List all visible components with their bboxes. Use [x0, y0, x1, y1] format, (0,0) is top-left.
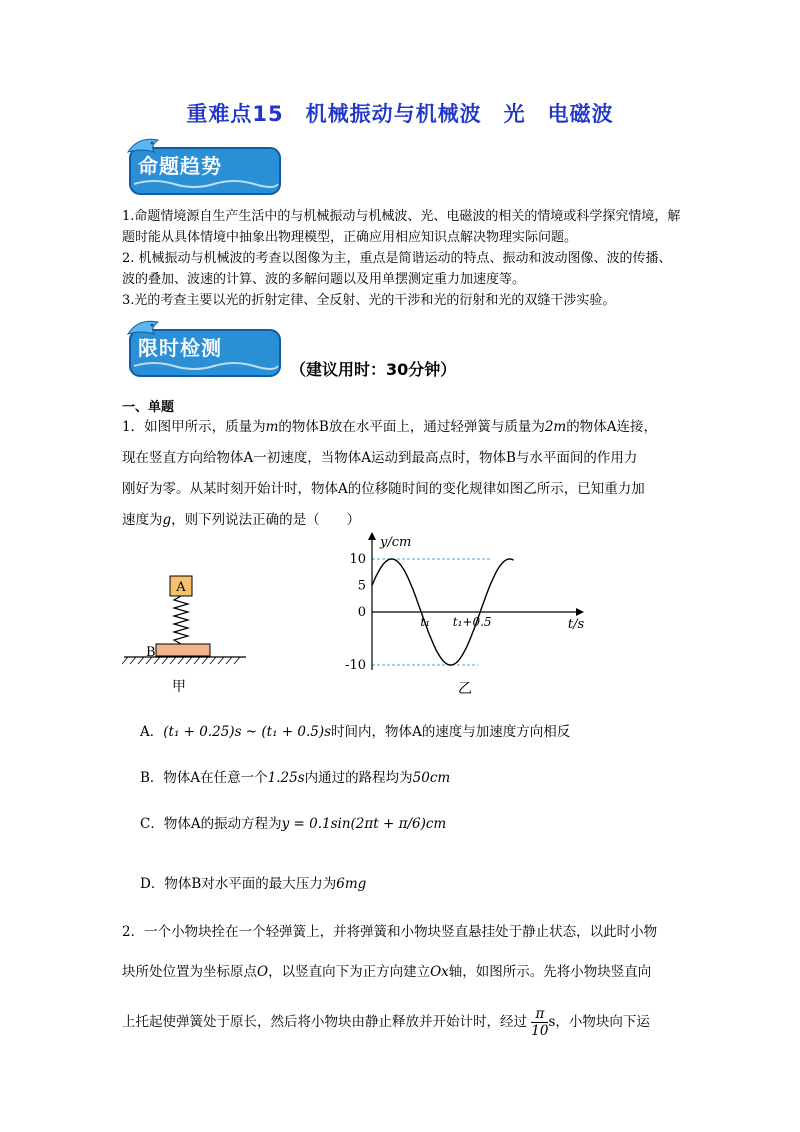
banner-test [124, 316, 284, 382]
trend-item: 2. 机械振动与机械波的考查以图像为主，重点是简谐运动的特点、振动和波动图像、波的传播、波的叠加、波速的计算、波的多解问题以及用单摆测定重力加速度等。 [122, 251, 672, 287]
x-axis-label: t/s [567, 617, 585, 632]
ytick-label: 5 [357, 578, 366, 594]
trend-text [122, 206, 682, 311]
question-1: 1．如图甲所示，质量为m的物体B放在水平面上，通过轻弹簧与质量为2m的物体A连接， 现在竖直方向给物体A一初速度，当物体A运动到最高点时，物体B与水平面间的作用力 刚好为零。从某时刻开始计时，物体A的位移随时间的变化规律如图乙所示，已知重力加 速度为g，则下列说法正确的是（ ） [122, 419, 657, 528]
figure-displacement-chart [340, 530, 590, 678]
trend-item: 1.命题情境源自生产生活中的与机械振动与机械波、光、电磁波的相关的情境或科学探究情境，解题时能从具体情境中抽象出物理模型，正确应用相应知识点解决物理实际问题。 [122, 209, 681, 245]
ground-hatch [122, 657, 240, 664]
spring [174, 596, 188, 644]
option-b: B．物体A在任意一个1.25s内通过的路程均为50cm [140, 770, 451, 786]
option-a: A．(t₁ + 0.25)s ~ (t₁ + 0.5)s时间内，物体A的速度与加速度方向相反 [140, 724, 571, 740]
xtick-label: t₁+0.5 [452, 615, 492, 629]
time-hint: （建议用时：30分钟） [290, 360, 457, 379]
figure-b-caption: 乙 [458, 681, 472, 697]
ytick-label: 10 [349, 552, 366, 567]
block-b-label: B [146, 645, 156, 660]
question-2-line3: 上托起使弹簧处于原长，然后将小物块由静止释放并开始计时，经过 $\frac{\pi}{10}$ s，小物块向下运 [122, 1006, 650, 1039]
fraction: $\frac{\pi}{10}$ [531, 1006, 549, 1039]
option-c: C．物体A的振动方程为y = 0.1sin(2πt + π/6)cm [140, 816, 447, 832]
ytick-label: -10 [345, 658, 366, 673]
ytick-label: 0 [357, 605, 366, 620]
section-heading: 一、单题 [122, 400, 175, 415]
banner-test-label: 限时检测 [138, 336, 222, 360]
banner-trend [124, 134, 284, 200]
y-axis-arrow [368, 532, 376, 540]
x-axis-arrow [576, 608, 584, 616]
y-axis-label: y/cm [380, 535, 412, 550]
block-b [156, 644, 210, 656]
xtick-label: t₁ [420, 615, 430, 629]
trend-item: 3.光的考查主要以光的折射定律、全反射、光的干涉和光的衍射和光的双缝干涉实验。 [122, 293, 616, 308]
figure-a-caption: 甲 [172, 679, 186, 695]
option-d: D．物体B对水平面的最大压力为6mg [140, 876, 367, 892]
banner-trend-label: 命题趋势 [138, 154, 222, 178]
page-title: 重难点15 机械振动与机械波 光 电磁波 [186, 102, 614, 126]
question-2: 2．一个小物块拴在一个轻弹簧上，并将弹簧和小物块竖直悬挂处于静止状态，以此时小物 块所处位置为坐标原点O，以竖直向下为正方向建立Ox轴，如图所示。先将小物块竖直向 [122, 924, 658, 980]
figure-spring-blocks [118, 570, 258, 666]
block-a-label: A [176, 580, 186, 595]
